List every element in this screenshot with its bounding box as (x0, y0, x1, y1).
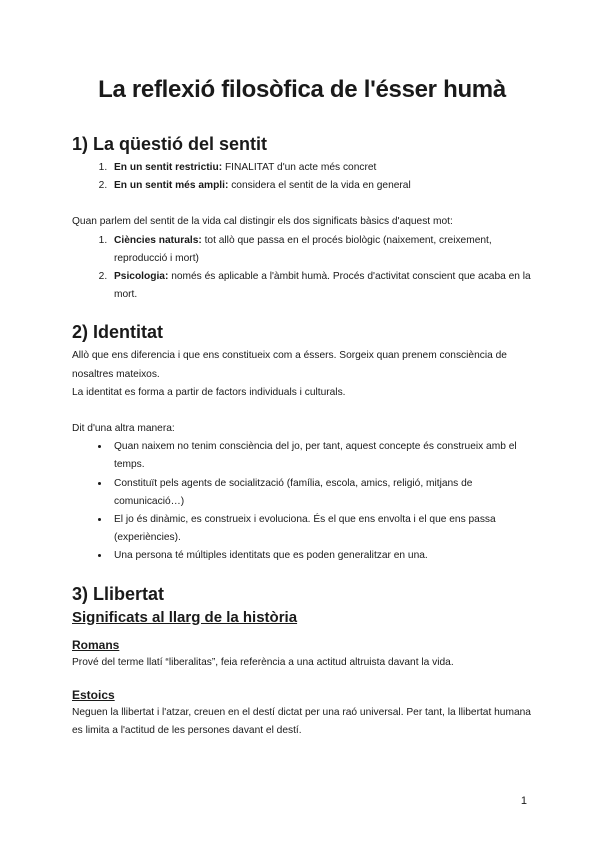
list-item-term: En un sentit més ampli: (114, 180, 229, 192)
sentit-list-1 (72, 159, 532, 195)
sentit-intro-paragraph: Quan parlem del sentit de la vida cal distingir els dos significats bàsics d'aquest mot: (72, 216, 453, 228)
section-heading-sentit: 1) La qüestió del sentit (72, 134, 268, 154)
list-item (110, 159, 532, 177)
list-item-text: només és aplicable a l'àmbit humà. Procés d'activitat conscient que acaba en la mort. (114, 271, 531, 301)
identitat-paragraph: Dit d'una altra manera: (72, 423, 175, 435)
section-heading-llibertat: 3) Llibertat (72, 583, 165, 604)
list-item-text: tot allò que passa en el procés biològic (naixement, creixement, reproducció i mort) (114, 234, 492, 264)
list-item (110, 177, 532, 195)
document-title: La reflexió filosòfica de l'ésser humà (98, 76, 506, 103)
sentit-list-2 (72, 232, 532, 305)
page-number: 1 (520, 795, 527, 807)
document-page (72, 72, 532, 740)
estoics-paragraph: Neguen la llibertat i l'atzar, creuen en el destí dictat per una raó universal. Per tant, la llibertat humana es limita a l'actitud de les persones davant el destí. (72, 706, 531, 737)
bullet-item: • Quan naixem no tenim consciència del jo, per tant, aquest concepte és construeix amb el temps. (110, 438, 532, 474)
romans-paragraph: Prové del terme llatí “liberalitas”, feia referència a una actitud altruista davant la vida. (72, 656, 454, 668)
section-heading-identitat: 2) Identitat (72, 322, 164, 343)
bullet-item: • El jo és dinàmic, es construeix i evoluciona. És el que ens envolta i el que ens passa (experiències). (110, 511, 532, 547)
list-item-term: Psicologia: (114, 271, 169, 283)
identitat-paragraph: La identitat es forma a partir de factors individuals i culturals. (72, 386, 346, 398)
list-item (110, 268, 532, 304)
identitat-bullet-list (72, 438, 532, 565)
list-item-text: considera el sentit de la vida en general (228, 180, 411, 192)
identitat-paragraph: Allò que ens diferencia i que ens constitueix com a éssers. Sorgeix quan prenem consciència de nosaltres mateixos. (72, 350, 507, 380)
bullet-item: • Una persona té múltiples identitats que es poden generalitzar en una. (110, 547, 532, 565)
list-item-text: FINALITAT d'un acte més concret (222, 162, 377, 173)
list-item (110, 232, 532, 268)
list-item-term: En un sentit restrictiu: (114, 162, 223, 173)
romans-heading: Romans (72, 637, 120, 652)
subsection-heading: Significats al llarg de la història (72, 608, 298, 626)
estoics-heading: Estoics (72, 687, 115, 702)
list-item-term: Ciències naturals: (114, 234, 202, 246)
bullet-item: • Constituït pels agents de socialització (família, escola, amics, religió, mitjans de comunicació…) (110, 475, 532, 511)
